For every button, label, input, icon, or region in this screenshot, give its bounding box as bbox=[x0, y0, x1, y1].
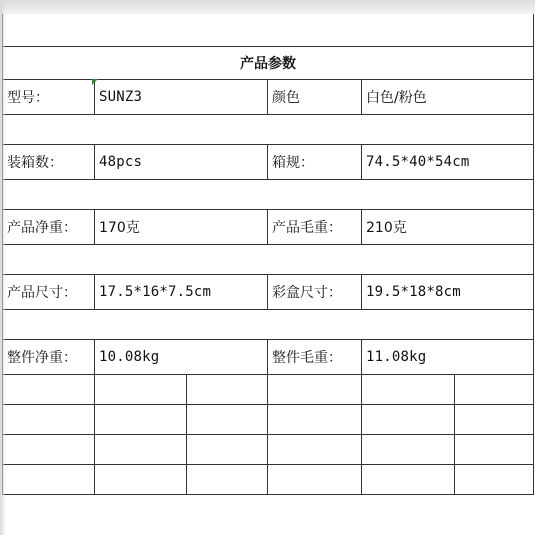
row-carton-weight bbox=[3, 340, 534, 375]
empty-cell bbox=[268, 465, 362, 495]
empty-cell bbox=[455, 465, 534, 495]
empty-cell bbox=[455, 375, 534, 405]
empty-cell bbox=[362, 405, 455, 435]
table-title: 产品参数 bbox=[3, 47, 534, 80]
empty-cell bbox=[362, 465, 455, 495]
empty-grid-row bbox=[3, 465, 534, 495]
title-row bbox=[3, 47, 534, 80]
empty-cell bbox=[95, 435, 187, 465]
box-size-value: 19.5*18*8cm bbox=[362, 275, 534, 310]
empty-cell bbox=[268, 375, 362, 405]
model-value: SUNZ3 bbox=[95, 80, 268, 115]
carton-size-label: 箱规： bbox=[268, 145, 362, 180]
net-weight-label: 产品净重： bbox=[3, 210, 95, 245]
spacer-row bbox=[3, 310, 534, 340]
empty-cell bbox=[3, 405, 95, 435]
gross-weight-value: 210克 bbox=[362, 210, 534, 245]
carton-gross-weight-value: 11.08kg bbox=[362, 340, 534, 375]
spacer-cell bbox=[3, 245, 534, 275]
top-shadow-strip bbox=[0, 0, 535, 14]
row-weight bbox=[3, 210, 534, 245]
carton-qty-value: 48pcs bbox=[95, 145, 268, 180]
color-value: 白色/粉色 bbox=[362, 80, 534, 115]
product-size-value: 17.5*16*7.5cm bbox=[95, 275, 268, 310]
empty-cell bbox=[455, 405, 534, 435]
carton-net-weight-label: 整件净重： bbox=[3, 340, 95, 375]
empty-cell bbox=[455, 435, 534, 465]
empty-grid-row bbox=[3, 375, 534, 405]
color-label: 颜色 bbox=[268, 80, 362, 115]
empty-cell bbox=[187, 405, 268, 435]
empty-cell bbox=[187, 375, 268, 405]
spacer-cell bbox=[3, 180, 534, 210]
blank-row-top bbox=[3, 14, 534, 47]
empty-grid-row bbox=[3, 405, 534, 435]
empty-cell bbox=[187, 465, 268, 495]
model-label: 型号： bbox=[3, 80, 95, 115]
carton-gross-weight-label: 整件毛重： bbox=[268, 340, 362, 375]
spacer-cell bbox=[3, 115, 534, 145]
empty-cell bbox=[362, 435, 455, 465]
spacer-row bbox=[3, 245, 534, 275]
carton-net-weight-value: 10.08kg bbox=[95, 340, 268, 375]
empty-cell bbox=[268, 405, 362, 435]
spacer-row bbox=[3, 115, 534, 145]
empty-cell bbox=[3, 375, 95, 405]
carton-size-value: 74.5*40*54cm bbox=[362, 145, 534, 180]
empty-cell bbox=[3, 465, 95, 495]
empty-cell bbox=[362, 375, 455, 405]
left-edge-shadow bbox=[0, 0, 6, 535]
empty-cell bbox=[95, 465, 187, 495]
empty-cell bbox=[95, 375, 187, 405]
row-model bbox=[3, 80, 534, 115]
box-size-label: 彩盒尺寸： bbox=[268, 275, 362, 310]
net-weight-value: 170克 bbox=[95, 210, 268, 245]
cell-comment-marker bbox=[92, 79, 98, 85]
product-parameters-table bbox=[2, 14, 534, 495]
gross-weight-label: 产品毛重： bbox=[268, 210, 362, 245]
row-size bbox=[3, 275, 534, 310]
spacer-cell bbox=[3, 310, 534, 340]
blank-cell bbox=[3, 14, 534, 47]
empty-cell bbox=[268, 435, 362, 465]
empty-cell bbox=[95, 405, 187, 435]
empty-grid-row bbox=[3, 435, 534, 465]
carton-qty-label: 装箱数： bbox=[3, 145, 95, 180]
empty-cell bbox=[187, 435, 268, 465]
spacer-row bbox=[3, 180, 534, 210]
empty-cell bbox=[3, 435, 95, 465]
row-carton bbox=[3, 145, 534, 180]
product-size-label: 产品尺寸： bbox=[3, 275, 95, 310]
